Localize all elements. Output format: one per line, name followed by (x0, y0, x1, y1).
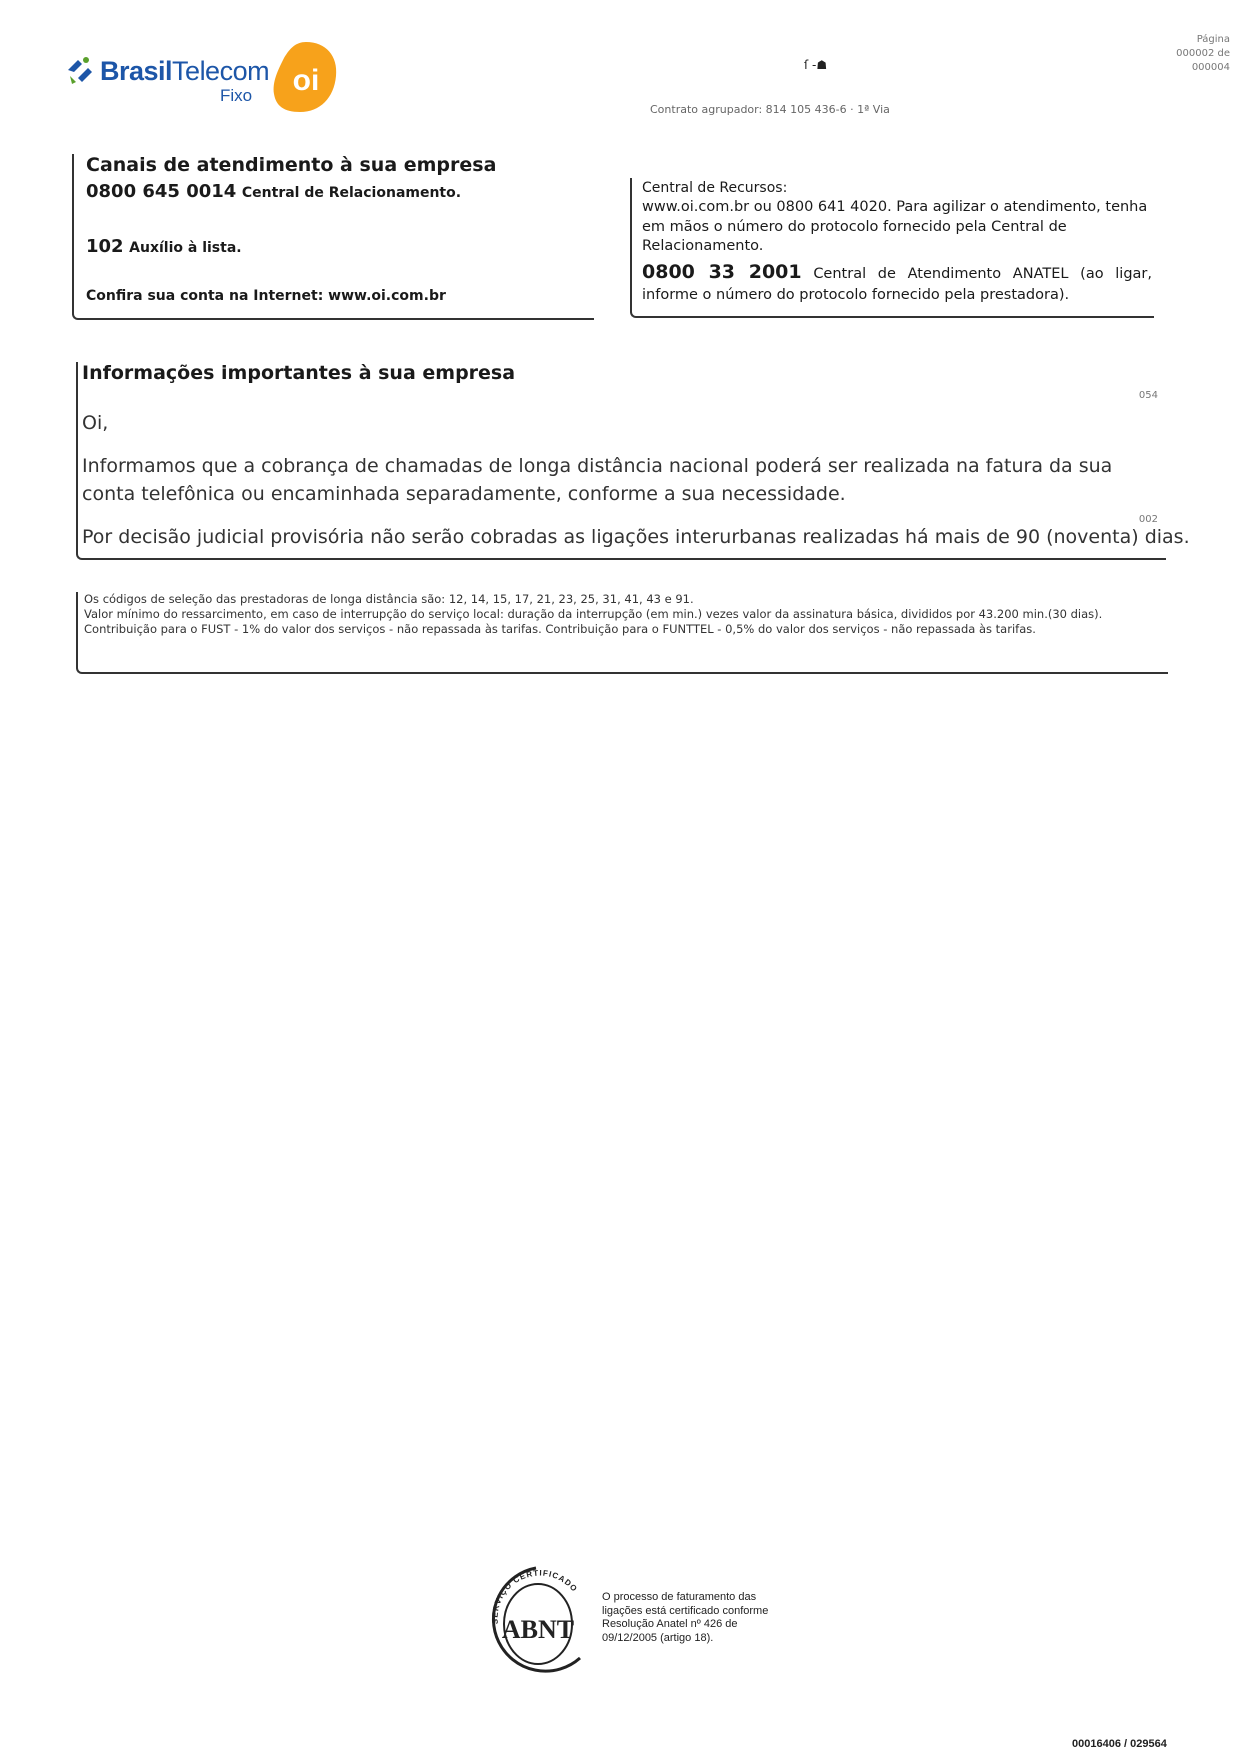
info-title: Informações importantes à sua empresa (82, 362, 516, 384)
canais-title: Canais de atendimento à sua empresa (86, 154, 497, 176)
print-marks: ſ -☗ (804, 58, 828, 72)
canais-box (72, 154, 594, 320)
abnt-certification-text: O processo de faturamento das ligações está certificado conforme Resolução Anatel nº 426 de 09/12/2005 (artigo 18). (602, 1591, 769, 1644)
brasil-telecom-logo (64, 44, 354, 122)
recursos-body: www.oi.com.br ou 0800 641 4020. Para agilizar o atendimento, tenha em mãos o número do protocolo fornecido pela Central de Relacionamento. (642, 199, 1148, 254)
abnt-seal-center: ABNT (501, 1615, 575, 1644)
smallprint-text: Os códigos de seleção das prestadoras de longa distância são: 12, 14, 15, 17, 21, 23, 25, 31, 41, 43 e 91. Valor mínimo do ressarcimento, em caso de interrupção do serviço local: duração da interrupção (em min.) vezes valor da assinatura básica, divididos por 43.200 min.(30 dias). Contribuição para o FUST - 1% do valor dos serviços - não repassada às tarifas. Contribuição para o FUNTTEL - 0,5% do valor dos serviços - não repassada às tarifas. (84, 592, 1103, 636)
canais-item: 0800 645 0014 Central de Relacionamento. (86, 181, 462, 202)
info-paragraph: Informamos que a cobrança de chamadas de longa distância nacional poderá ser realizada na fatura da sua conta telefônica ou encaminhada separadamente, conforme a sua necessidade. (82, 455, 1113, 505)
info-greeting: Oi, (82, 412, 109, 434)
svg-text:SERVIÇO CERTIFICADO: SERVIÇO CERTIFICADO (490, 1568, 580, 1625)
brasil-telecom-emblem-icon (64, 54, 96, 86)
abnt-seal (480, 1562, 590, 1682)
info-box (76, 362, 1190, 560)
anatel-info: 0800 33 2001 Central de Atendimento ANATEL (ao ligar, informe o número do protocolo fornecido pela prestadora). (642, 261, 1152, 303)
footer-code: 00016406 / 029564 (1072, 1738, 1167, 1750)
oi-logo-text: oi (292, 64, 320, 97)
recursos-box (630, 178, 1154, 318)
smallprint-box (76, 592, 1168, 674)
brand-subtitle: Fixo (220, 86, 253, 105)
info-code: 002 (1138, 514, 1158, 525)
info-paragraph: Por decisão judicial provisória não serão cobradas as ligações interurbanas realizadas há mais de 90 (noventa) dias. (82, 526, 1190, 548)
recursos-title: Central de Recursos: (642, 180, 788, 196)
page-number: Página 000002 de 000004 (1176, 34, 1230, 73)
internet-link-text: Confira sua conta na Internet: www.oi.com.br (86, 288, 446, 304)
contract-number: Contrato agrupador: 814 105 436-6 · 1ª Via (650, 103, 890, 116)
info-code: 054 (1138, 390, 1158, 401)
canais-item: 102 Auxílio à lista. (86, 236, 242, 257)
brand-name: BrasilTelecom (100, 56, 270, 86)
oi-logo (270, 40, 340, 116)
